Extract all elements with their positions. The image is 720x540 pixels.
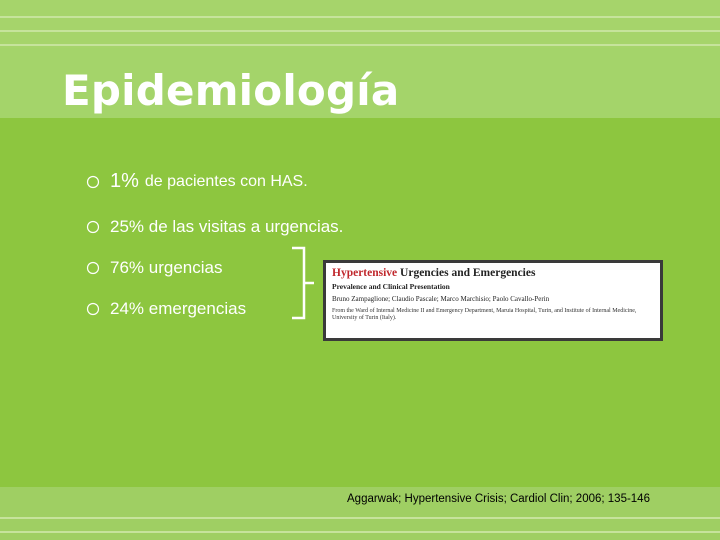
bracket-connector	[290, 246, 316, 320]
article-excerpt-image	[323, 260, 663, 341]
bullet-item	[86, 299, 246, 319]
article-title	[332, 267, 654, 279]
article-authors: Bruno Zampaglione; Claudio Pascale; Marco Marchisio; Paolo Cavallo-Perin	[332, 295, 550, 303]
radio-circle-icon	[86, 175, 100, 189]
bullet-text: 76% urgencias	[110, 258, 223, 277]
radio-circle-icon	[86, 261, 100, 275]
citation-text: Aggarwak; Hypertensive Crisis; Cardiol Clin; 2006; 135-146	[347, 493, 650, 505]
decorative-stripe	[0, 30, 720, 32]
bullet-percent: 1%	[110, 170, 139, 192]
article-affiliation: From the Ward of Internal Medicine II and Emergency Department, Maruia Hospital, Turin, and Institute of Internal Medicine, University of Turin (Italy).	[332, 308, 637, 321]
radio-circle-icon	[86, 220, 100, 234]
radio-circle-icon	[86, 302, 100, 316]
decorative-stripe	[0, 16, 720, 18]
bullet-text: de pacientes con HAS.	[144, 172, 308, 190]
article-title-rest: Urgencies and Emergencies	[397, 267, 536, 279]
decorative-stripe	[0, 531, 720, 533]
bullet-text: 24% emergencias	[110, 299, 247, 318]
article-title-accent: Hypertensive	[332, 267, 398, 279]
bullet-item	[86, 258, 222, 278]
decorative-stripe	[0, 517, 720, 519]
slide-title: Epidemiología	[62, 66, 400, 115]
bullet-item	[86, 217, 343, 237]
bullet-item	[86, 170, 308, 193]
article-subtitle: Prevalence and Clinical Presentation	[332, 282, 450, 291]
bullet-text: 25% de las visitas a urgencias.	[110, 217, 344, 236]
decorative-stripe	[0, 44, 720, 46]
